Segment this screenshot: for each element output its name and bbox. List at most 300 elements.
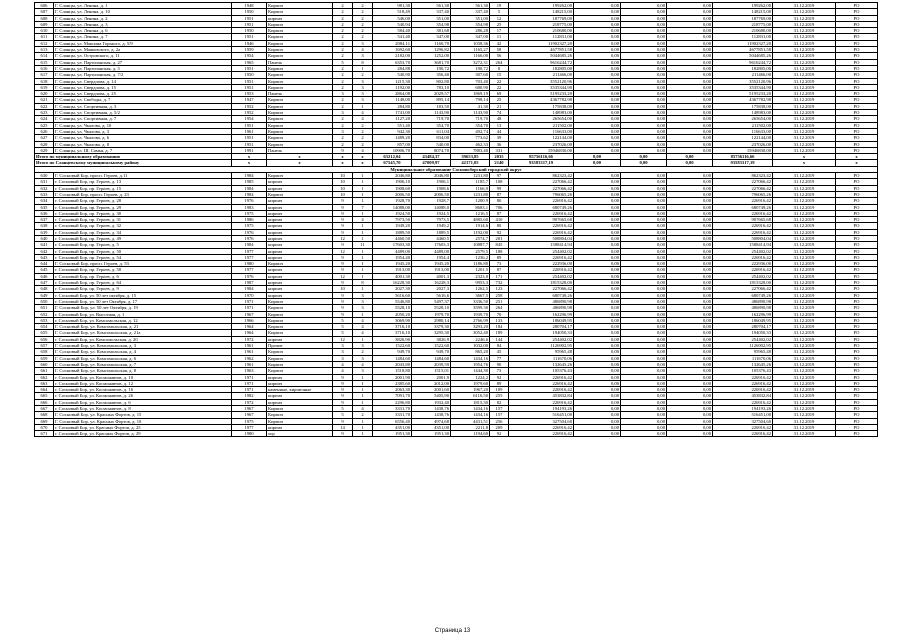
table-cell: 226916,42 (713, 431, 773, 437)
table-cell: Г. Сосновый Бор, ул. Комсомольская, д. 7 (54, 361, 232, 367)
table-cell: Г. Сланцы, ул. Ленина, д. 2 (54, 15, 232, 21)
table-cell: 265654,00 (509, 116, 574, 122)
table-cell: 0,00 (667, 393, 713, 399)
table-cell: 1939,70 (451, 311, 490, 317)
table-cell: Г. Сланцы, ул. Чкалова, д. 6 (54, 135, 232, 141)
table-cell: 15946830,00 (713, 147, 773, 153)
table-cell: 3331,70 (373, 412, 412, 418)
table-cell: 286,28 (451, 28, 490, 34)
table-cell: 4460,5 (412, 235, 451, 241)
table-cell: 4 (333, 368, 353, 374)
table-cell: 0,00 (667, 179, 713, 185)
table-cell: 4677851,58 (509, 47, 574, 53)
table-cell: 226916,42 (509, 210, 574, 216)
table-cell: 2385,60 (373, 380, 412, 386)
table-cell: 1484,60 (412, 355, 451, 361)
table-cell: 12 (333, 235, 353, 241)
table-cell: 31.12.2019 (773, 72, 836, 78)
table-cell: 0,00 (667, 9, 713, 15)
table-cell: 226916,42 (509, 374, 574, 380)
table-cell: 658 (35, 349, 54, 355)
table-cell: 0,00 (574, 116, 621, 122)
table-cell: 5 (333, 330, 353, 336)
table-cell: Кирпич (267, 128, 333, 134)
table-cell: 1965 (232, 59, 267, 65)
table-cell: 0,00 (621, 135, 667, 141)
table-cell: 0,00 (621, 267, 667, 273)
table-cell: 0,00 (621, 368, 667, 374)
table-cell: 0,00 (574, 286, 621, 292)
table-cell: 122144,00 (713, 135, 773, 141)
table-cell: 1976 (232, 198, 267, 204)
table-cell: 949,70 (412, 349, 451, 355)
table-cell: 31.12.2019 (773, 147, 836, 153)
table-cell: 0,00 (574, 361, 621, 367)
table-cell: 5044685,26 (713, 53, 773, 59)
table-cell: РО (836, 317, 878, 323)
table-cell: РО (836, 267, 878, 273)
table-cell: 1954,40 (373, 254, 412, 260)
table-cell: 0,00 (667, 336, 713, 342)
table-cell: 0,00 (574, 324, 621, 330)
table-cell: 0,00 (574, 191, 621, 197)
table-cell: РО (836, 393, 878, 399)
table-cell: 31.12.2019 (773, 173, 836, 179)
table-cell: 226916,42 (713, 267, 773, 273)
table-cell: 4351,00 (373, 424, 412, 430)
table-cell: 226916,42 (713, 223, 773, 229)
table-cell: 1977 (232, 248, 267, 254)
table-cell: 5195233,20 (509, 91, 574, 97)
table-cell: РО (836, 412, 878, 418)
table-cell: 0,00 (621, 34, 667, 40)
table-cell: 638 (35, 223, 54, 229)
table-cell: 4489,00 (412, 248, 451, 254)
table-cell: 0,00 (667, 248, 713, 254)
table-cell: 625 (35, 122, 54, 128)
table-cell: 1961 (232, 361, 267, 367)
table-cell: 1 (353, 223, 373, 229)
table-cell: г. Сосновый Бор, пр. Героев, д. 9 (54, 286, 232, 292)
table-cell: Кирпич (267, 418, 333, 424)
table-cell: 182805,00 (509, 65, 574, 71)
table-cell: 1434,16 (451, 412, 490, 418)
table-cell: 680,90 (451, 84, 490, 90)
table-cell: 226916,42 (713, 229, 773, 235)
total-cell: х (232, 160, 267, 166)
table-cell: 1231,80 (451, 191, 490, 197)
table-cell: 31.12.2019 (773, 317, 836, 323)
table-cell: Кирпич (267, 97, 333, 103)
table-cell: 31.12.2019 (773, 261, 836, 267)
table-cell: 0,00 (574, 280, 621, 286)
table-cell: 0,00 (574, 254, 621, 260)
table-cell: 907665,68 (713, 217, 773, 223)
table-cell: 188 (490, 248, 509, 254)
table-cell: 2 (333, 53, 353, 59)
table-cell: 637 (35, 217, 54, 223)
table-cell: 626 (35, 128, 54, 134)
table-cell: г. Сосновый Бор, пр. Героев, д. 30 (54, 210, 232, 216)
table-cell: 1980 (232, 431, 267, 437)
table-cell: 0,00 (667, 110, 713, 116)
table-cell: РО (836, 418, 878, 424)
table-cell: Г. Сланцы, ул. Ленина, д. 10 (54, 9, 232, 15)
table-cell: 0,00 (574, 173, 621, 179)
table-cell: кирпич (267, 254, 333, 260)
table-cell: г. Сосновый Бор, пр. Героев, д. 50 (54, 248, 232, 254)
table-cell: 3826,9 (412, 336, 451, 342)
table-cell: 0,00 (621, 21, 667, 27)
table-cell: 2 (353, 72, 373, 78)
table-cell: 0,00 (621, 28, 667, 34)
table-cell: 1148,00 (373, 97, 412, 103)
table-cell: 857,00 (373, 141, 412, 147)
table-cell: 0,00 (621, 317, 667, 323)
total-cell: х (232, 154, 267, 160)
table-cell: каменные, кирпичные (267, 387, 333, 393)
table-cell: 97 (490, 173, 509, 179)
table-cell: 1976 (232, 273, 267, 279)
table-cell: 9 (333, 431, 353, 437)
table-cell: 1815328,00 (509, 280, 574, 286)
table-cell: 2 (353, 122, 373, 128)
table-cell: 0,00 (621, 248, 667, 254)
table-cell: 31.12.2019 (773, 198, 836, 204)
table-cell: 584,40 (373, 28, 412, 34)
table-cell: 0,00 (621, 343, 667, 349)
table-cell: 211466,00 (713, 72, 773, 78)
table-cell: 0,00 (621, 179, 667, 185)
table-cell: 651 (35, 305, 54, 311)
table-cell: 2063,30 (373, 387, 412, 393)
table-cell: 1982 (232, 393, 267, 399)
table-cell: 89 (490, 380, 509, 386)
table-cell: 1444,30 (451, 368, 490, 374)
table-cell: кирпич (267, 399, 333, 405)
table-cell: 551,40 (373, 122, 412, 128)
table-cell: 218775,00 (509, 21, 574, 27)
table-cell: 3 (353, 53, 373, 59)
table-cell: 0,00 (667, 173, 713, 179)
table-cell: 665 (35, 393, 54, 399)
table-cell: 1224,2 (451, 374, 490, 380)
table-cell: 95965,48 (713, 349, 773, 355)
table-cell: 148983,00 (509, 110, 574, 116)
table-cell: 11 (353, 242, 373, 248)
table-cell: РО (836, 387, 878, 393)
table-cell: 1947 (232, 97, 267, 103)
table-cell: РО (836, 286, 878, 292)
total-cell: 43484,37 (412, 154, 451, 160)
table-cell: 351,00 (412, 15, 451, 21)
table-cell: 31.12.2019 (773, 97, 836, 103)
table-cell: 1 (353, 273, 373, 279)
table-cell: 1908,60 (373, 185, 412, 191)
page-number: Страница 13 (434, 628, 471, 634)
table-cell: кирпич (267, 273, 333, 279)
table-cell: 5405,90 (412, 393, 451, 399)
table-cell: 0,00 (574, 336, 621, 342)
table-cell: 1889,50 (373, 229, 412, 235)
table-cell: 2 (333, 135, 353, 141)
table-cell: Кирпич (267, 173, 333, 179)
table-cell: 1194,60 (451, 431, 490, 437)
table-cell: 1231,80 (451, 173, 490, 179)
table-cell: РО (836, 128, 878, 134)
table-cell: 540,00 (412, 141, 451, 147)
table-cell: 2 (333, 78, 353, 84)
table-cell: кирпич (267, 248, 333, 254)
table-cell: 31.12.2019 (773, 235, 836, 241)
total-cell: 63212,04 (373, 154, 412, 160)
table-cell: 112831,00 (713, 34, 773, 40)
table-cell: 486890,98 (509, 298, 574, 304)
table-cell: 0,00 (667, 53, 713, 59)
table-cell: 1951 (232, 84, 267, 90)
table-cell: 0,00 (667, 380, 713, 386)
table-cell: 1515,01 (412, 368, 451, 374)
table-cell: 561,30 (412, 3, 451, 9)
table-cell: 227066,42 (509, 286, 574, 292)
table-cell: 14088,00 (373, 204, 412, 210)
table-cell: 0,00 (574, 204, 621, 210)
table-cell: 0,00 (574, 223, 621, 229)
table-cell: 264 (490, 305, 509, 311)
table-cell: 2043,80 (373, 361, 412, 367)
table-cell: 1961 (232, 349, 267, 355)
table-cell: 649 (35, 292, 54, 298)
table-cell: Г. Сланцы, ул. Партизанская, д. 7/2 (54, 72, 232, 78)
table-cell: 0,00 (574, 368, 621, 374)
table-cell: 1977 (232, 424, 267, 430)
table-cell: 834,00 (412, 135, 451, 141)
table-cell: 347,00 (412, 34, 451, 40)
table-cell: 31.12.2019 (773, 418, 836, 424)
table-cell: 2 (353, 34, 373, 40)
table-cell: 133 (490, 317, 509, 323)
table-cell: РО (836, 9, 878, 15)
table-cell: 2006,50 (373, 191, 412, 197)
table-cell: 116633,00 (509, 128, 574, 134)
table-cell: 0,00 (667, 286, 713, 292)
table-cell: 2579,5 (451, 248, 490, 254)
table-cell: РО (836, 248, 878, 254)
table-cell: 0,00 (621, 84, 667, 90)
table-cell: 1987 (232, 280, 267, 286)
table-cell: 1489,20 (373, 135, 412, 141)
table-cell: 10 (333, 191, 353, 197)
table-cell: 5528,10 (412, 305, 451, 311)
table-cell: 0,00 (621, 361, 667, 367)
table-cell: 22 (490, 84, 509, 90)
table-cell: 2323,8 (451, 273, 490, 279)
table-cell: 4367782,98 (713, 97, 773, 103)
table-cell: 0,00 (621, 204, 667, 210)
table-cell: 0,00 (574, 28, 621, 34)
table-cell: Кирпич (267, 65, 333, 71)
table-cell: 5616,6 (412, 292, 451, 298)
table-cell: РО (836, 97, 878, 103)
table-cell: РО (836, 374, 878, 380)
table-cell: РО (836, 53, 878, 59)
table-cell: РО (836, 330, 878, 336)
table-cell: 1954,4 (412, 254, 451, 260)
table-cell: 222936,00 (509, 261, 574, 267)
table-cell: 0,00 (667, 406, 713, 412)
table-cell: 226916,42 (509, 380, 574, 386)
table-cell: 0,00 (574, 248, 621, 254)
table-cell: 11902327,20 (713, 40, 773, 46)
table-cell: 5 (333, 412, 353, 418)
table-cell: 2 (333, 28, 353, 34)
table-cell: 942,30 (373, 128, 412, 134)
table-cell: 1522,60 (412, 343, 451, 349)
table-cell: 31.12.2019 (773, 40, 836, 46)
table-cell: г. Сосновый Бор, пр. Героев, д. 29 (54, 204, 232, 210)
table-cell: г. Сосновый Бор, ул. Космонавтов, д. 26 (54, 393, 232, 399)
table-cell: Г. Сосновый Бор, просп. Героев, д.11 (54, 173, 232, 179)
table-cell: РО (836, 311, 878, 317)
table-cell: 31.12.2019 (773, 204, 836, 210)
table-cell: 9 (333, 280, 353, 286)
table-cell: 619 (35, 84, 54, 90)
table-cell: РО (836, 324, 878, 330)
table-cell: 0,00 (574, 84, 621, 90)
table-cell: 31.12.2019 (773, 21, 836, 27)
table-cell: 862323,42 (713, 173, 773, 179)
table-cell: 1216,5 (451, 210, 490, 216)
table-cell: 0,00 (667, 97, 713, 103)
table-cell: 44 (490, 128, 509, 134)
table-cell: 0,00 (621, 393, 667, 399)
table-cell: 31.12.2019 (773, 135, 836, 141)
table-cell: 0,00 (667, 72, 713, 78)
table-cell: 1186,80 (451, 261, 490, 267)
table-cell: 629 (35, 147, 54, 153)
table-cell: РО (836, 380, 878, 386)
table-cell: 31.12.2019 (773, 78, 836, 84)
table-cell: 5044685,26 (509, 53, 574, 59)
table-cell: 189 (490, 330, 509, 336)
table-cell: РО (836, 3, 878, 9)
table-cell: 182805,00 (713, 65, 773, 71)
table-cell: Кирпич (267, 349, 333, 355)
table-cell: Г. Сосновый Бор, ул. 50 лет Октября, д. 19 (54, 305, 232, 311)
table-cell: 0,00 (667, 355, 713, 361)
table-cell: 648 (35, 286, 54, 292)
table-cell: 4351,00 (412, 424, 451, 430)
table-cell: 0,00 (574, 59, 621, 65)
table-cell: РО (836, 424, 878, 430)
table-cell: 0,00 (621, 97, 667, 103)
table-cell: 226916,42 (509, 424, 574, 430)
table-cell: 1 (353, 399, 373, 405)
table-cell: г. Сосновый Бор, ул. Космонавтов, д. 16 (54, 387, 232, 393)
table-cell: 2 (353, 28, 373, 34)
table-cell: 3 (353, 305, 373, 311)
table-cell: 1 (353, 229, 373, 235)
table-cell: 613 (35, 47, 54, 53)
table-cell: 201 (490, 235, 509, 241)
table-cell: 1972 (232, 399, 267, 405)
table-cell: 0,00 (574, 185, 621, 191)
table-cell: г. Сосновый Бор, ул. Космонавтов, д. 12 (54, 380, 232, 386)
table-cell: 608 (35, 15, 54, 21)
table-cell: 773,62 (451, 135, 490, 141)
table-cell: 354,70 (451, 122, 490, 128)
table-cell: 0,00 (667, 210, 713, 216)
table-cell: 6353,70 (373, 59, 412, 65)
table-cell: 0,00 (667, 387, 713, 393)
table-cell: 227066,42 (713, 185, 773, 191)
table-cell: 719,70 (451, 116, 490, 122)
table-cell: г. Сосновый Бор, ул. 50 лет Октября, д. 17 (54, 298, 232, 304)
table-cell: 132645,26 (509, 361, 574, 367)
table-cell: РО (836, 103, 878, 109)
table-cell: 635 (35, 204, 54, 210)
table-cell: Г. Сланцы, ул. Свердлова, д. 25 (54, 91, 232, 97)
total-cell: 0,00 (574, 154, 621, 160)
table-cell: 0,00 (667, 147, 713, 153)
table-cell: 0,00 (621, 298, 667, 304)
table-cell: 0,00 (621, 103, 667, 109)
table-cell: 1 (353, 261, 373, 267)
table-cell: Кирпич (267, 40, 333, 46)
table-cell: 122144,00 (509, 135, 574, 141)
table-cell: кирпич (267, 267, 333, 273)
table-cell: 0,00 (621, 349, 667, 355)
table-cell: 4001,30 (373, 273, 412, 279)
table-cell: 1924,50 (373, 210, 412, 216)
table-cell: 227066,42 (509, 185, 574, 191)
table-cell: 10 (333, 185, 353, 191)
table-cell: 31.12.2019 (773, 28, 836, 34)
table-cell: 0,00 (574, 393, 621, 399)
table-cell: 351,00 (451, 15, 490, 21)
table-cell: 7973,50 (373, 217, 412, 223)
table-cell: 254402,02 (509, 336, 574, 342)
table-cell: 25 (490, 97, 509, 103)
table-cell: 0,00 (574, 9, 621, 15)
table-cell: 22 (490, 78, 509, 84)
table-cell: 31.12.2019 (773, 273, 836, 279)
table-cell: Панель (267, 91, 333, 97)
table-cell: 31.12.2019 (773, 355, 836, 361)
table-cell: Панель (267, 147, 333, 153)
table-cell: 1522,60 (373, 343, 412, 349)
table-cell: 31.12.2019 (773, 84, 836, 90)
table-cell: 226916,42 (713, 374, 773, 380)
table-cell: 175838,00 (713, 103, 773, 109)
table-cell: 9 (333, 198, 353, 204)
table-cell: РО (836, 406, 878, 412)
table-cell: 157 (490, 412, 509, 418)
table-cell: 1984 (232, 191, 267, 197)
table-cell: 1951 (232, 141, 267, 147)
table-cell: 0,00 (667, 15, 713, 21)
table-cell: РО (836, 179, 878, 185)
table-cell: 0,00 (667, 141, 713, 147)
table-cell: 0,00 (667, 198, 713, 204)
table-cell: 1 (353, 235, 373, 241)
table-cell: 31.12.2019 (773, 380, 836, 386)
table-cell: 0,00 (574, 355, 621, 361)
table-cell: 0,00 (574, 242, 621, 248)
table-cell: Г. Сланцы, ул. Чкалова, д. 3 (54, 128, 232, 134)
table-cell: 0,00 (621, 65, 667, 71)
table-cell: 1971 (232, 387, 267, 393)
